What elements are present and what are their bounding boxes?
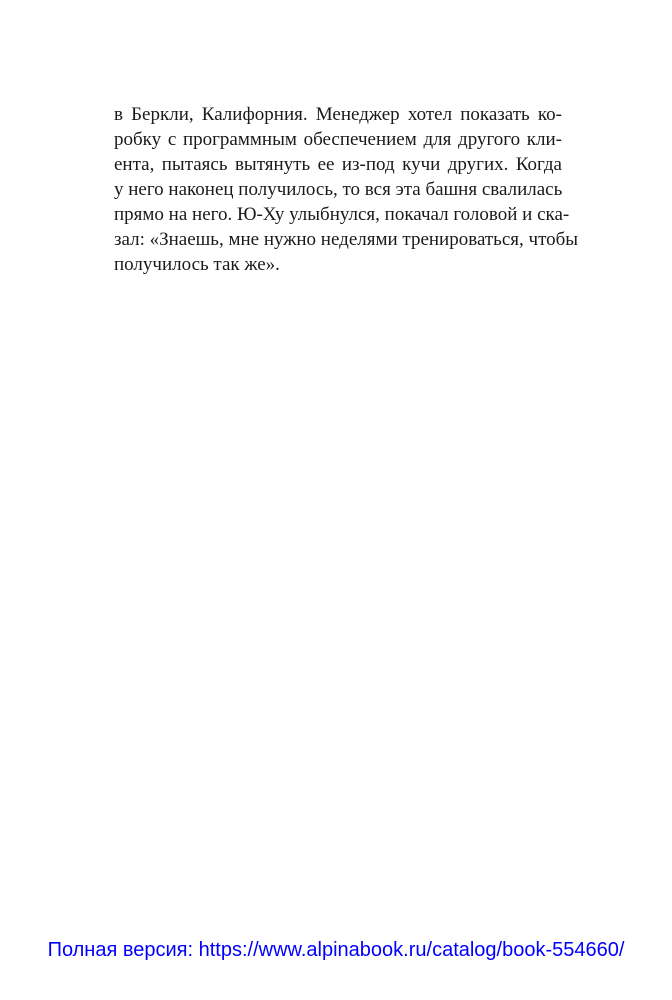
body-paragraph [114,102,579,277]
text-line: в Беркли, Калифорния. Менеджер хотел показать ко- [114,104,562,125]
text-line: прямо на него. Ю-Ху улыбнулся, покачал головой и ска- [114,204,570,225]
text-line: ента, пытаясь вытянуть ее из-под кучи других. Когда [114,154,562,175]
text-line: зал: «Знаешь, мне нужно неделями тренироваться, чтобы [114,229,579,250]
text-line: робку с программным обеспечением для другого кли- [114,129,562,150]
text-line: получилось так же». [114,254,280,275]
full-version-link[interactable]: Полная версия: https://www.alpinabook.ru/catalog/book-554660/ [47,939,625,961]
text-line: у него наконец получилось, то вся эта башня свалилась [114,179,563,200]
